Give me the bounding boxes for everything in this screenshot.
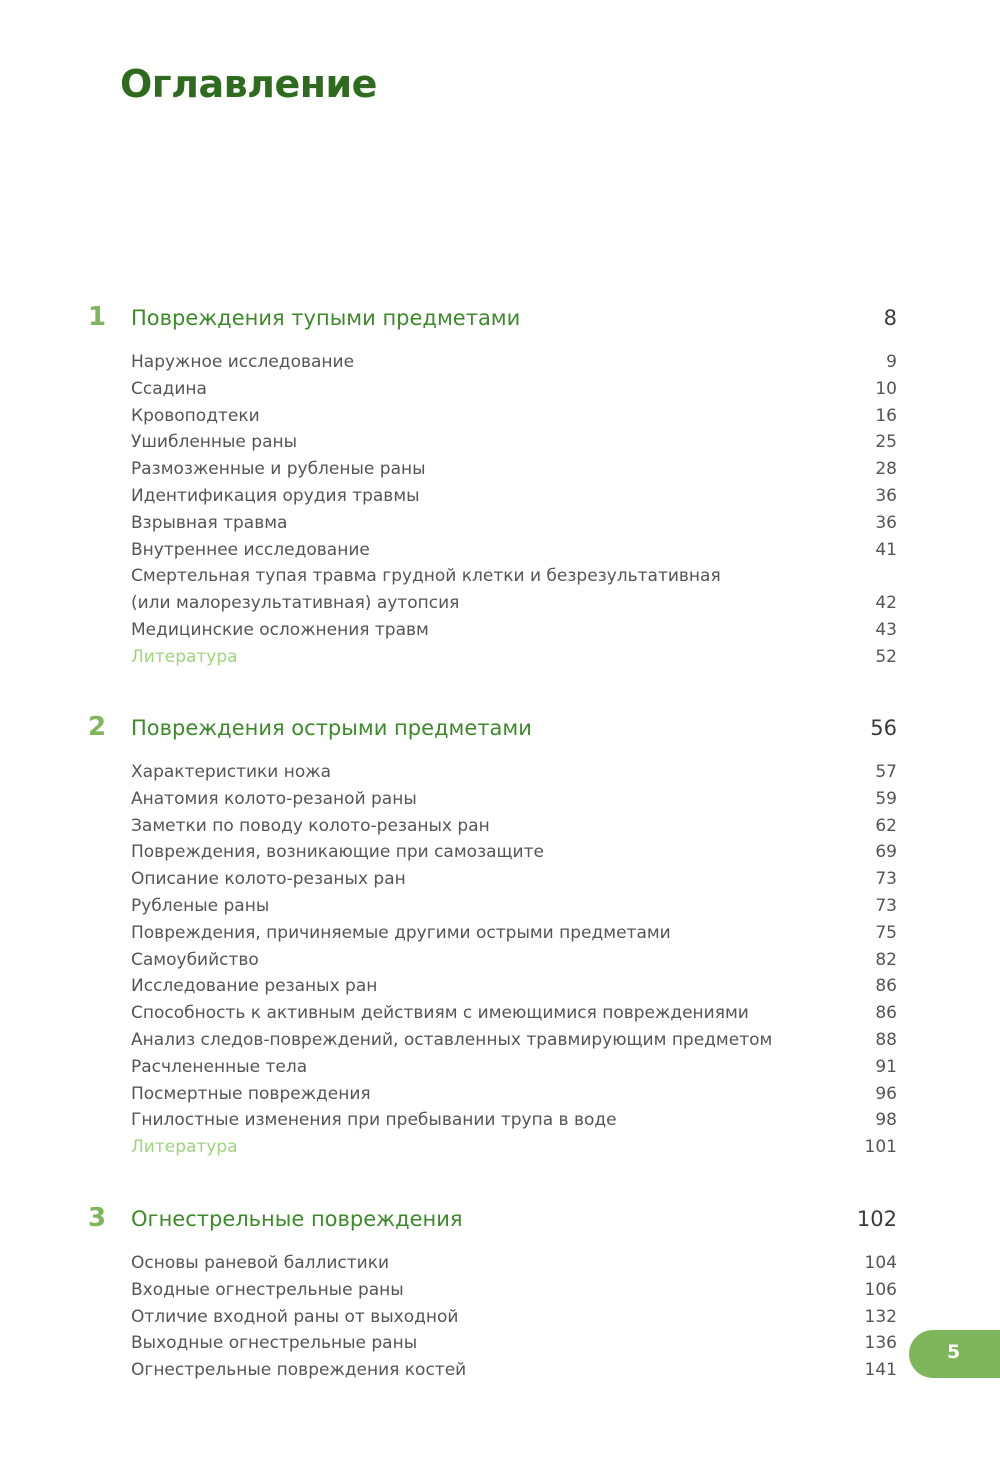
toc-entry[interactable] (0, 1000, 1000, 1027)
entry-page: 52 (875, 646, 897, 667)
entry-title: Отличие входной раны от выходной (131, 1306, 459, 1327)
toc-entry[interactable] (0, 1304, 1000, 1331)
chapter-entries (0, 349, 1000, 671)
entry-title: Литература (131, 646, 238, 667)
entry-page: 69 (875, 842, 897, 863)
entry-title: (или малорезультативная) аутопсия (131, 593, 460, 614)
toc-entry[interactable] (0, 813, 1000, 840)
chapter-page-number: 8 (883, 306, 897, 330)
entry-title: Самоубийство (131, 949, 259, 970)
entry-title: Взрывная травма (131, 512, 288, 533)
entry-title: Медицинские осложнения травм (131, 619, 429, 640)
entry-page: 16 (875, 405, 897, 426)
entry-title: Исследование резаных ран (131, 976, 378, 997)
entry-page: 96 (875, 1083, 897, 1104)
toc-entry[interactable] (0, 973, 1000, 1000)
toc-entry[interactable] (0, 483, 1000, 510)
chapter-page-number: 102 (856, 1207, 897, 1231)
entry-title: Идентификация орудия травмы (131, 485, 420, 506)
entry-title: Основы раневой баллистики (131, 1253, 390, 1273)
chapter-heading[interactable] (0, 1203, 1000, 1243)
chapter-title: Повреждения острыми предметами (131, 716, 532, 740)
entry-page: 28 (875, 459, 897, 480)
toc-entry[interactable] (0, 1357, 1000, 1384)
entry-page: 25 (875, 432, 897, 453)
entry-page: 88 (875, 1029, 897, 1050)
entry-title: Литература (131, 1137, 238, 1158)
entry-page: 91 (875, 1056, 897, 1077)
toc-entry[interactable] (0, 1054, 1000, 1081)
entry-page: 101 (864, 1137, 897, 1158)
entry-page: 86 (875, 976, 897, 997)
entry-page: 141 (864, 1360, 897, 1381)
toc-entry[interactable] (0, 759, 1000, 786)
entry-title: Анатомия колото-резаной раны (131, 788, 417, 809)
entry-title: Рубленые раны (131, 895, 270, 916)
entry-title: Огнестрельные повреждения костей (131, 1360, 467, 1381)
entry-page: 104 (864, 1253, 897, 1273)
entry-title: Расчлененные тела (131, 1056, 308, 1077)
toc-entry[interactable] (0, 920, 1000, 947)
toc-entry[interactable] (0, 1277, 1000, 1304)
toc-entry[interactable] (0, 429, 1000, 456)
toc-entry[interactable] (0, 617, 1000, 644)
entry-title: Ссадина (131, 378, 207, 399)
toc-entry[interactable] (0, 403, 1000, 430)
entry-page: 132 (864, 1306, 897, 1327)
toc-entry[interactable] (0, 563, 1000, 590)
entry-page: 59 (875, 788, 897, 809)
toc-entry-literature[interactable] (0, 644, 1000, 671)
entry-title: Ушибленные раны (131, 432, 298, 453)
entry-title: Смертельная тупая травма грудной клетки и безрезультативная (131, 566, 721, 587)
entry-title: Посмертные повреждения (131, 1083, 371, 1104)
chapter-page-number: 56 (870, 716, 897, 740)
entry-page: 9 (886, 352, 897, 372)
toc-entry[interactable] (0, 1081, 1000, 1108)
entry-title: Анализ следов-повреждений, оставленных травмирующим предметом (131, 1029, 773, 1050)
entry-page: 10 (875, 378, 897, 399)
entry-title: Внутреннее исследование (131, 539, 370, 560)
entry-page: 42 (875, 593, 897, 614)
toc-entry[interactable] (0, 1027, 1000, 1054)
toc-entry[interactable] (0, 893, 1000, 920)
entry-title: Выходные огнестрельные раны (131, 1333, 418, 1354)
entry-page: 98 (875, 1110, 897, 1131)
page-title: Оглавление (120, 62, 377, 106)
entry-page: 136 (864, 1333, 897, 1354)
chapter-number: 1 (88, 302, 107, 332)
entry-title: Кровоподтеки (131, 405, 260, 426)
page-number-tab (909, 1330, 1000, 1378)
entry-title: Наружное исследование (131, 352, 355, 372)
entry-title: Заметки по поводу колото-резаных ран (131, 815, 490, 836)
chapter-heading[interactable] (0, 302, 1000, 342)
toc-entry[interactable] (0, 537, 1000, 564)
toc-entry[interactable] (0, 866, 1000, 893)
toc-entry[interactable] (0, 349, 1000, 376)
entry-page: 106 (864, 1279, 897, 1300)
entry-page: 36 (875, 512, 897, 533)
entry-page: 57 (875, 762, 897, 782)
entry-title: Характеристики ножа (131, 762, 332, 782)
toc-entry[interactable] (0, 786, 1000, 813)
toc-entry[interactable] (0, 590, 1000, 617)
entry-page: 41 (875, 539, 897, 560)
entry-title: Способность к активным действиям с имеющимися повреждениями (131, 1003, 749, 1024)
toc-entry[interactable] (0, 376, 1000, 403)
entry-page: 86 (875, 1003, 897, 1024)
chapter-number: 3 (88, 1203, 107, 1233)
entry-title: Входные огнестрельные раны (131, 1279, 404, 1300)
entry-page: 36 (875, 485, 897, 506)
chapter-number: 2 (88, 712, 107, 742)
chapter-heading[interactable] (0, 712, 1000, 752)
entry-page: 43 (875, 619, 897, 640)
toc-entry[interactable] (0, 1250, 1000, 1277)
entry-page: 62 (875, 815, 897, 836)
toc-entry[interactable] (0, 947, 1000, 974)
toc-entry[interactable] (0, 839, 1000, 866)
entry-title: Повреждения, причиняемые другими острыми предметами (131, 922, 671, 943)
chapter-1 (0, 302, 1000, 671)
chapter-2 (0, 712, 1000, 1161)
entry-title: Гнилостные изменения при пребывании трупа в воде (131, 1110, 617, 1131)
toc-entry[interactable] (0, 456, 1000, 483)
chapter-title: Огнестрельные повреждения (131, 1207, 463, 1231)
toc-entry-literature[interactable] (0, 1134, 1000, 1161)
chapter-entries (0, 759, 1000, 1161)
entry-title: Размозженные и рубленые раны (131, 459, 426, 480)
toc-entry[interactable] (0, 510, 1000, 537)
entry-page: 82 (875, 949, 897, 970)
toc-entry[interactable] (0, 1330, 1000, 1357)
entry-title: Описание колото-резаных ран (131, 869, 406, 890)
chapter-title: Повреждения тупыми предметами (131, 306, 521, 330)
entry-page: 73 (875, 869, 897, 890)
chapter-entries (0, 1250, 1000, 1384)
chapter-3 (0, 1203, 1000, 1384)
page-number: 5 (947, 1341, 961, 1363)
entry-title: Повреждения, возникающие при самозащите (131, 842, 544, 863)
entry-page: 75 (875, 922, 897, 943)
entry-page: 73 (875, 895, 897, 916)
toc-entry[interactable] (0, 1107, 1000, 1134)
